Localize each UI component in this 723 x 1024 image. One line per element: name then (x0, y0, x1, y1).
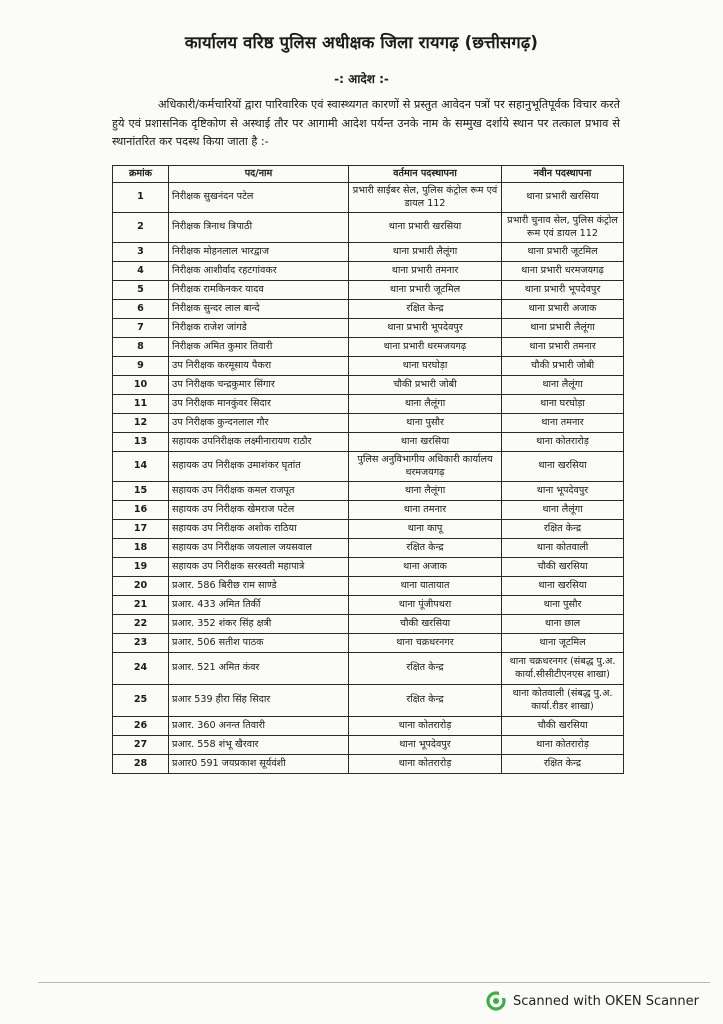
row-new-posting: चौकी खरसिया (502, 558, 624, 577)
row-serial: 14 (113, 452, 169, 482)
row-current-posting: थाना पुसौर (349, 414, 502, 433)
row-serial: 20 (113, 577, 169, 596)
table-row (113, 520, 624, 539)
row-new-posting: थाना कोतवाली (502, 539, 624, 558)
row-new-posting: थाना प्रभारी भूपदेवपुर (502, 281, 624, 300)
row-current-posting: थाना कापू (349, 520, 502, 539)
row-post-name: उप निरीक्षक चन्द्रकुमार सिंगार (169, 376, 349, 395)
table-row (113, 338, 624, 357)
row-post-name: प्रआर0 591 जयप्रकाश सूर्यवंशी (169, 755, 349, 774)
table-row (113, 452, 624, 482)
row-new-posting: थाना घरघोड़ा (502, 395, 624, 414)
row-current-posting: रक्षित केन्द्र (349, 539, 502, 558)
order-intro-paragraph: अधिकारी/कर्मचारियों द्वारा पारिवारिक एवं स्वास्थ्यगत कारणों से प्रस्तुत आवेदन पत्रों पर सहानुभूतिपूर्वक विचार करते हुये एवं प्रशासनिक दृष्टिकोण से अस्थाई तौर पर आगामी आदेश पर्यन्त उनके नाम के सम्मुख दर्शाये स्थान पर तत्काल प्रभाव से स्थानांतरित कर पदस्थ किया जाता है :- (112, 98, 620, 149)
transfer-table-body (113, 183, 624, 774)
row-current-posting: थाना कोतरारोड़ (349, 717, 502, 736)
row-current-posting: थाना प्रभारी लैलूंगा (349, 243, 502, 262)
table-row (113, 558, 624, 577)
row-serial: 12 (113, 414, 169, 433)
row-serial: 24 (113, 653, 169, 685)
row-current-posting: थाना तमनार (349, 501, 502, 520)
office-heading: कार्यालय वरिष्ठ पुलिस अधीक्षक जिला रायगढ़ (छत्तीसगढ़) (184, 33, 539, 52)
row-post-name: निरीक्षक रामकिनकर यादव (169, 281, 349, 300)
row-new-posting: थाना कोतवाली (संबद्ध पु.अ. कार्या.रीडर शाखा) (502, 685, 624, 717)
transfer-table (112, 165, 624, 774)
table-row (113, 262, 624, 281)
row-post-name: प्रआर. 506 सतीश पाठक (169, 634, 349, 653)
row-current-posting: थाना लैलूंगा (349, 395, 502, 414)
table-row (113, 755, 624, 774)
row-post-name: निरीक्षक सुखनंदन पटेल (169, 183, 349, 213)
table-row (113, 414, 624, 433)
row-new-posting: चौकी खरसिया (502, 717, 624, 736)
row-current-posting: प्रभारी साईबर सेल, पुलिस कंट्रोल रूम एवं डायल 112 (349, 183, 502, 213)
table-row (113, 615, 624, 634)
table-row (113, 539, 624, 558)
row-post-name: प्रआर 539 हीरा सिंह सिदार (169, 685, 349, 717)
table-row (113, 482, 624, 501)
row-current-posting: थाना प्रभारी भूपदेवपुर (349, 319, 502, 338)
scanner-watermark (486, 991, 699, 1011)
row-current-posting: थाना प्रभारी खरसिया (349, 213, 502, 243)
row-serial: 8 (113, 338, 169, 357)
row-serial: 19 (113, 558, 169, 577)
row-serial: 4 (113, 262, 169, 281)
row-serial: 28 (113, 755, 169, 774)
row-post-name: प्रआर. 521 अमित कंवर (169, 653, 349, 685)
row-current-posting: थाना प्रभारी तमनार (349, 262, 502, 281)
row-serial: 9 (113, 357, 169, 376)
row-new-posting: थाना प्रभारी जूटमिल (502, 243, 624, 262)
row-new-posting: थाना छाल (502, 615, 624, 634)
header-serial: क्रमांक (113, 166, 169, 183)
row-serial: 26 (113, 717, 169, 736)
row-serial: 18 (113, 539, 169, 558)
row-new-posting: थाना भूपदेवपुर (502, 482, 624, 501)
scanner-text: Scanned with OKEN Scanner (513, 993, 699, 1009)
table-header-row (113, 166, 624, 183)
row-post-name: प्रआर. 360 अनन्त तिवारी (169, 717, 349, 736)
row-post-name: सहायक उप निरीक्षक कमल राजपूत (169, 482, 349, 501)
row-new-posting: थाना पुसौर (502, 596, 624, 615)
row-new-posting: थाना कोतरारोड़ (502, 433, 624, 452)
row-post-name: निरीक्षक अमित कुमार तिवारी (169, 338, 349, 357)
row-new-posting: थाना प्रभारी अजाक (502, 300, 624, 319)
row-serial: 25 (113, 685, 169, 717)
row-current-posting: थाना भूपदेवपुर (349, 736, 502, 755)
row-post-name: सहायक उप निरीक्षक सरस्वती महापात्रे (169, 558, 349, 577)
table-row (113, 634, 624, 653)
row-serial: 22 (113, 615, 169, 634)
table-row (113, 596, 624, 615)
row-current-posting: रक्षित केन्द्र (349, 653, 502, 685)
table-row (113, 685, 624, 717)
row-current-posting: चौकी खरसिया (349, 615, 502, 634)
row-new-posting: थाना तमनार (502, 414, 624, 433)
table-row (113, 717, 624, 736)
table-row (113, 395, 624, 414)
table-row (113, 183, 624, 213)
row-serial: 3 (113, 243, 169, 262)
row-serial: 10 (113, 376, 169, 395)
row-new-posting: थाना प्रभारी लैलूंगा (502, 319, 624, 338)
table-row (113, 736, 624, 755)
row-current-posting: रक्षित केन्द्र (349, 300, 502, 319)
row-serial: 11 (113, 395, 169, 414)
order-title: -: आदेश :- (334, 72, 389, 86)
row-post-name: सहायक उपनिरीक्षक लक्ष्मीनारायण राठौर (169, 433, 349, 452)
row-new-posting: थाना खरसिया (502, 452, 624, 482)
row-post-name: निरीक्षक सुन्दर लाल बान्दे (169, 300, 349, 319)
table-row (113, 300, 624, 319)
row-serial: 16 (113, 501, 169, 520)
row-post-name: प्रआर. 433 अमित तिर्की (169, 596, 349, 615)
row-serial: 6 (113, 300, 169, 319)
table-row (113, 653, 624, 685)
row-current-posting: पुलिस अनुविभागीय अधिकारी कार्यालय धरमजयगढ़ (349, 452, 502, 482)
row-current-posting: थाना पूंजीपथरा (349, 596, 502, 615)
table-row (113, 213, 624, 243)
row-new-posting: रक्षित केन्द्र (502, 755, 624, 774)
row-current-posting: थाना अजाक (349, 558, 502, 577)
row-new-posting: थाना चक्रधरनगर (संबद्ध पु.अ. कार्या.सीसीटीएनएस शाखा) (502, 653, 624, 685)
row-post-name: उप निरीक्षक करमूसाय पैकरा (169, 357, 349, 376)
row-current-posting: थाना खरसिया (349, 433, 502, 452)
row-new-posting: थाना प्रभारी धरमजयगढ़ (502, 262, 624, 281)
row-post-name: सहायक उप निरीक्षक अशोक राठिया (169, 520, 349, 539)
row-new-posting: थाना प्रभारी तमनार (502, 338, 624, 357)
table-row (113, 281, 624, 300)
table-row (113, 243, 624, 262)
row-new-posting: थाना लैलूंगा (502, 501, 624, 520)
row-new-posting: थाना लैलूंगा (502, 376, 624, 395)
oken-scanner-logo-icon (486, 991, 506, 1011)
row-post-name: प्रआर. 352 शंकर सिंह क्षत्री (169, 615, 349, 634)
row-post-name: निरीक्षक त्रिनाथ त्रिपाठी (169, 213, 349, 243)
row-current-posting: थाना प्रभारी धरमजयगढ़ (349, 338, 502, 357)
row-post-name: सहायक उप निरीक्षक खेमराज पटेल (169, 501, 349, 520)
row-serial: 15 (113, 482, 169, 501)
row-new-posting: थाना प्रभारी खरसिया (502, 183, 624, 213)
row-new-posting: चौकी प्रभारी जोबी (502, 357, 624, 376)
table-row (113, 319, 624, 338)
header-post-name: पद/नाम (169, 166, 349, 183)
row-current-posting: थाना चक्रधरनगर (349, 634, 502, 653)
table-row (113, 501, 624, 520)
row-new-posting: थाना जूटमिल (502, 634, 624, 653)
page-bottom-divider (38, 982, 710, 983)
row-post-name: निरीक्षक मोहनलाल भारद्वाज (169, 243, 349, 262)
row-new-posting: थाना खरसिया (502, 577, 624, 596)
row-post-name: प्रआर. 586 बिरीछ राम साण्डे (169, 577, 349, 596)
row-post-name: उप निरीक्षक मानकुंवर सिदार (169, 395, 349, 414)
table-row (113, 376, 624, 395)
row-serial: 2 (113, 213, 169, 243)
row-post-name: सहायक उप निरीक्षक उमाशंकर घृतांत (169, 452, 349, 482)
row-current-posting: थाना यातायात (349, 577, 502, 596)
header-new-posting: नवीन पदस्थापना (502, 166, 624, 183)
row-post-name: निरीक्षक आशीर्वाद रहटगांवकर (169, 262, 349, 281)
row-serial: 1 (113, 183, 169, 213)
row-current-posting: थाना कोतरारोड़ (349, 755, 502, 774)
row-new-posting: प्रभारी चुनाव सेल, पुलिस कंट्रोल रूम एवं डायल 112 (502, 213, 624, 243)
row-post-name: उप निरीक्षक कुन्दनलाल गौर (169, 414, 349, 433)
table-row (113, 357, 624, 376)
row-current-posting: थाना लैलूंगा (349, 482, 502, 501)
row-serial: 17 (113, 520, 169, 539)
header-current-posting: वर्तमान पदस्थापना (349, 166, 502, 183)
row-serial: 27 (113, 736, 169, 755)
row-current-posting: रक्षित केन्द्र (349, 685, 502, 717)
row-post-name: सहायक उप निरीक्षक जयलाल जयसवाल (169, 539, 349, 558)
row-post-name: प्रआर. 558 शंभू खैरवार (169, 736, 349, 755)
table-row (113, 433, 624, 452)
row-current-posting: थाना घरघोड़ा (349, 357, 502, 376)
table-row (113, 577, 624, 596)
row-serial: 5 (113, 281, 169, 300)
row-serial: 13 (113, 433, 169, 452)
row-serial: 7 (113, 319, 169, 338)
row-serial: 23 (113, 634, 169, 653)
row-new-posting: रक्षित केन्द्र (502, 520, 624, 539)
row-current-posting: थाना प्रभारी जूटमिल (349, 281, 502, 300)
row-serial: 21 (113, 596, 169, 615)
row-post-name: निरीक्षक राजेश जांगडे (169, 319, 349, 338)
row-new-posting: थाना कोतरारोड़ (502, 736, 624, 755)
row-current-posting: चौकी प्रभारी जोबी (349, 376, 502, 395)
